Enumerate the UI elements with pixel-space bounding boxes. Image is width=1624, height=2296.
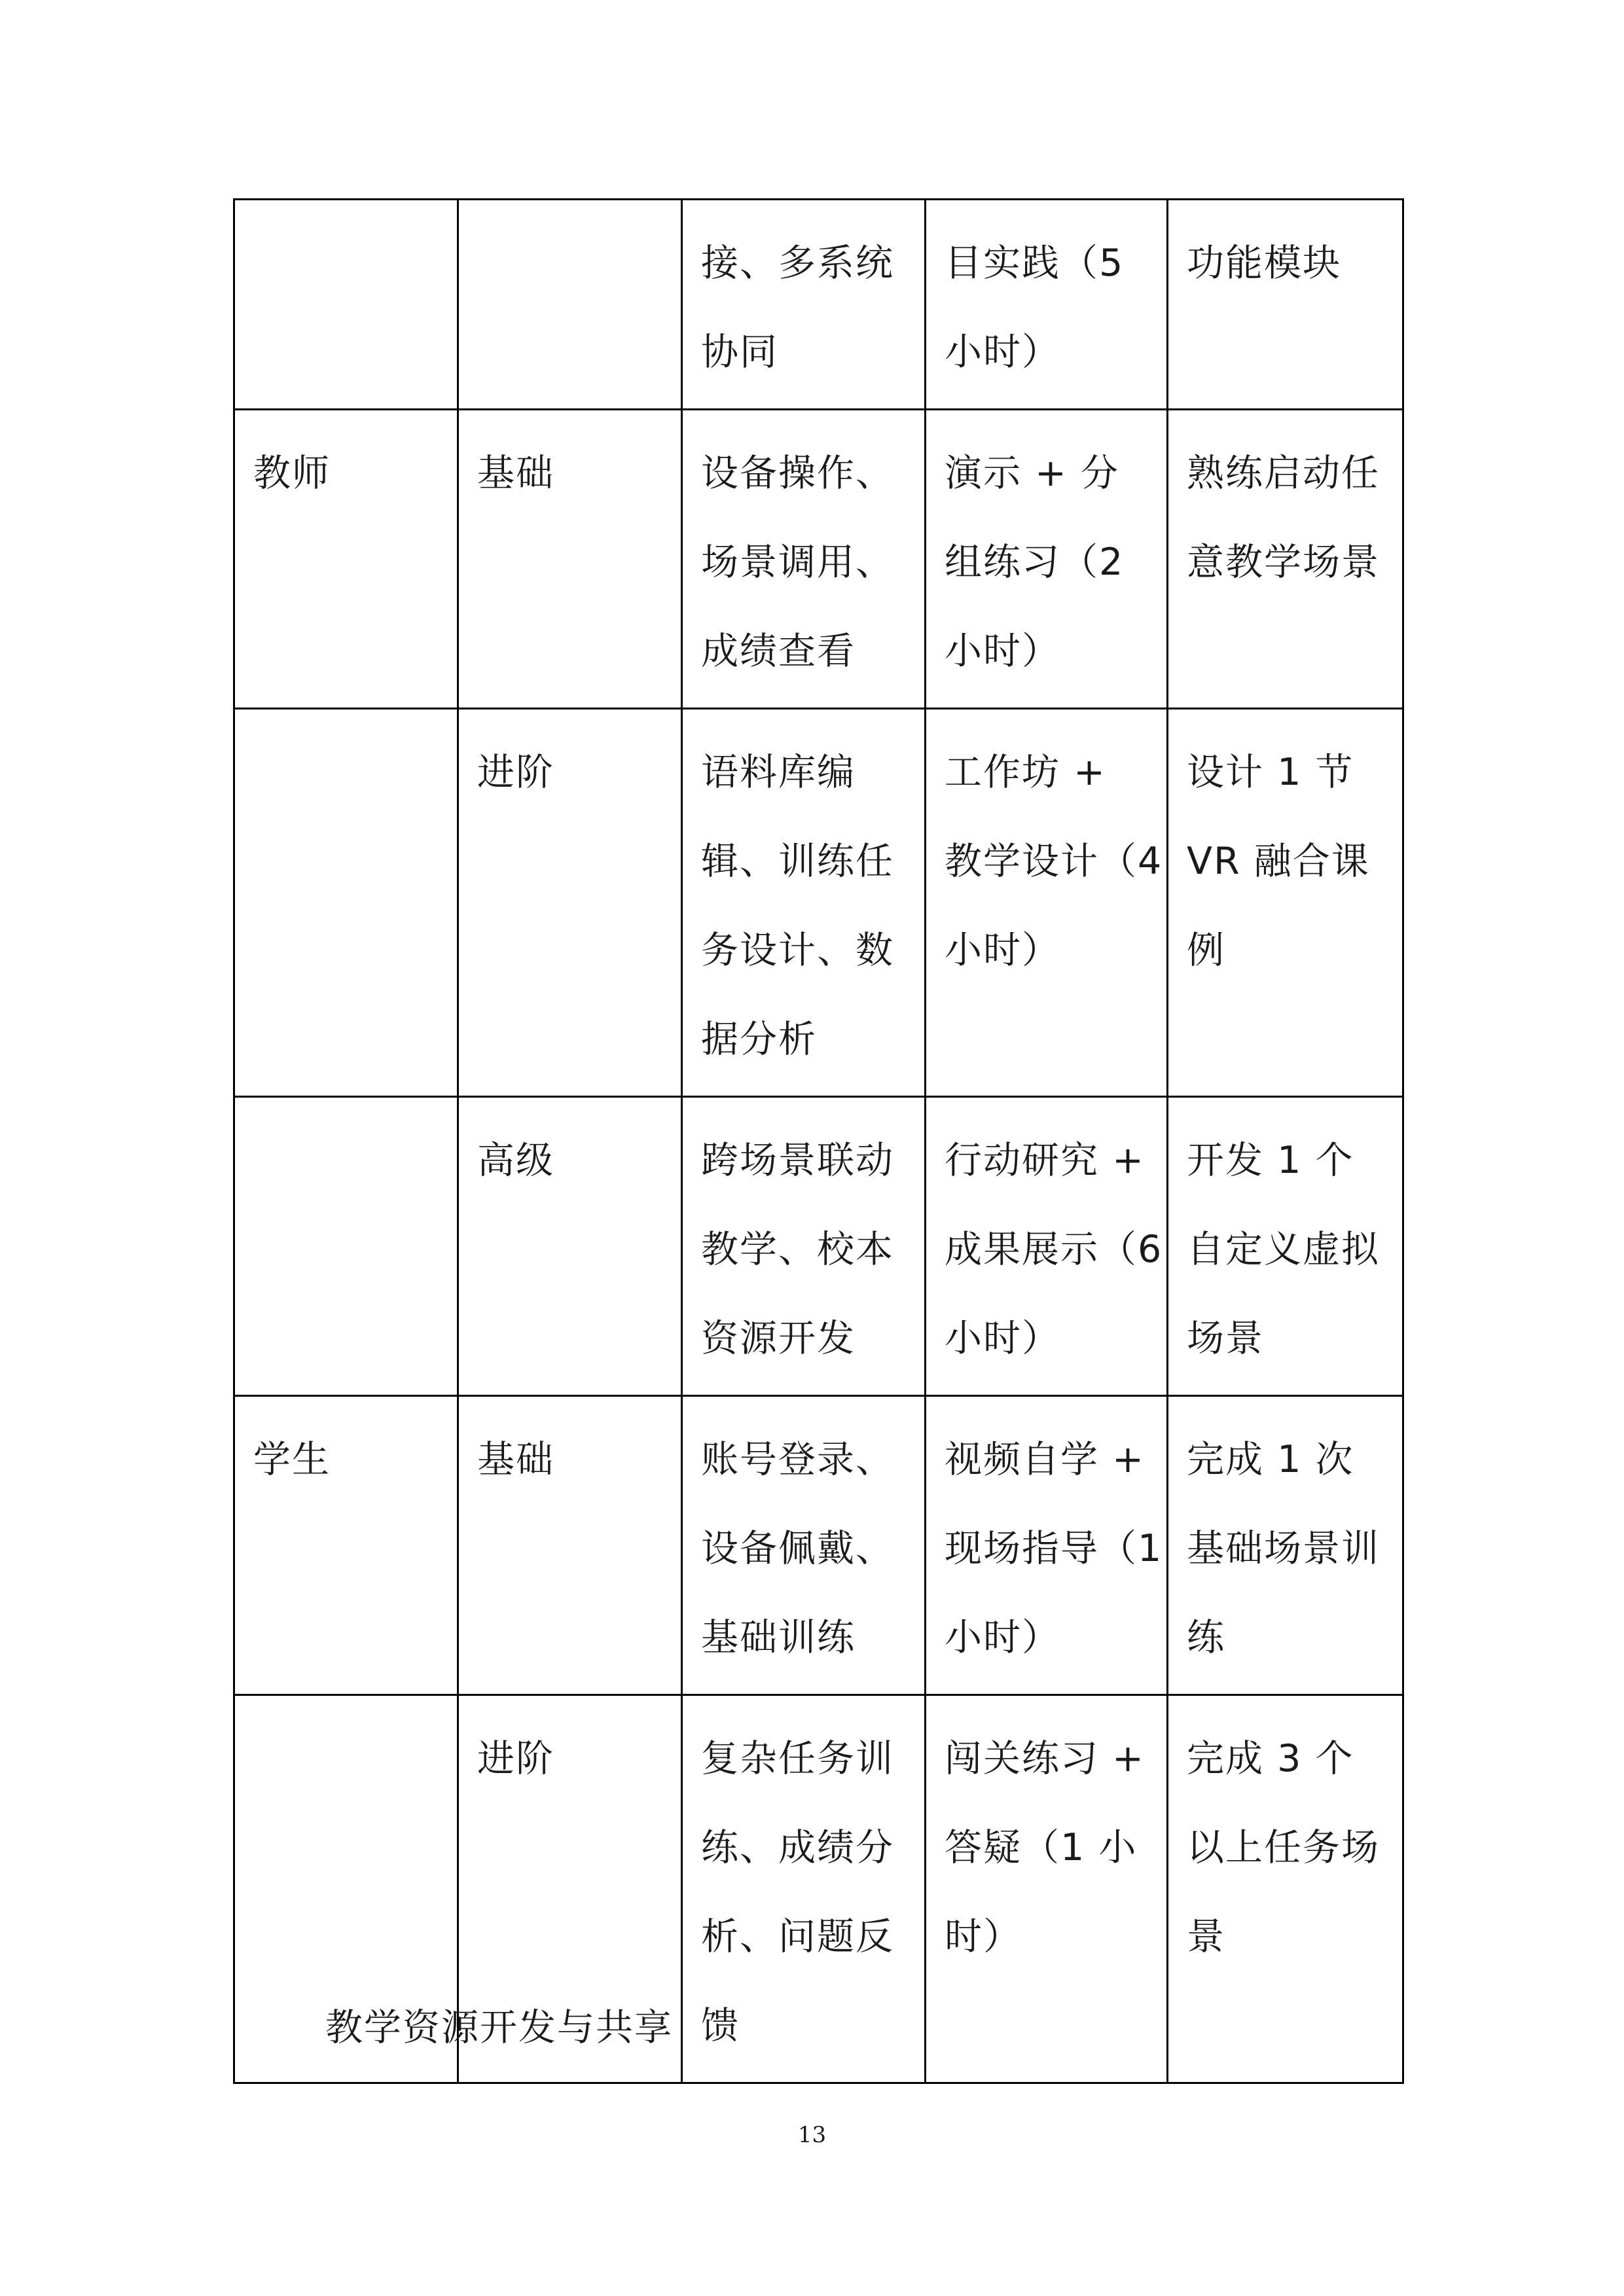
goal-cell: 功能模块 [1168, 200, 1403, 410]
level-cell: 高级 [458, 1097, 682, 1396]
method-cell: 工作坊 + 教学设计（4 小时） [926, 709, 1168, 1097]
training-plan-table [233, 198, 1404, 2084]
goal-cell: 完成 3 个 以上任务场 景 [1168, 1695, 1403, 2083]
content-cell: 复杂任务训 练、成绩分 析、问题反 馈 [682, 1695, 926, 2083]
content-cell: 接、多系统 协同 [682, 200, 926, 410]
level-cell: 基础 [458, 410, 682, 709]
level-cell [458, 200, 682, 410]
goal-cell: 完成 1 次 基础场景训 练 [1168, 1396, 1403, 1695]
table-row [234, 200, 1403, 410]
content-cell: 跨场景联动 教学、校本 资源开发 [682, 1097, 926, 1396]
method-cell: 目实践（5 小时） [926, 200, 1168, 410]
content-cell: 语料库编 辑、训练任 务设计、数 据分析 [682, 709, 926, 1097]
content-cell: 账号登录、 设备佩戴、 基础训练 [682, 1396, 926, 1695]
table-row [234, 1097, 1403, 1396]
table-row [234, 1396, 1403, 1695]
role-cell [234, 1097, 458, 1396]
method-cell: 演示 + 分 组练习（2 小时） [926, 410, 1168, 709]
table-row [234, 709, 1403, 1097]
level-cell: 进阶 [458, 709, 682, 1097]
method-cell: 行动研究 + 成果展示（6 小时） [926, 1097, 1168, 1396]
method-cell: 闯关练习 + 答疑（1 小 时） [926, 1695, 1168, 2083]
goal-cell: 开发 1 个 自定义虚拟 场景 [1168, 1097, 1403, 1396]
level-cell: 基础 [458, 1396, 682, 1695]
role-cell: 学生 [234, 1396, 458, 1695]
table-row [234, 410, 1403, 709]
method-cell: 视频自学 + 现场指导（1 小时） [926, 1396, 1168, 1695]
goal-cell: 熟练启动任 意教学场景 [1168, 410, 1403, 709]
page-number: 13 [797, 2122, 827, 2148]
role-cell [234, 709, 458, 1097]
section-heading: 教学资源开发与共享 [325, 2006, 673, 2049]
level-cell: 进阶 [458, 1695, 682, 2083]
goal-cell: 设计 1 节 VR 融合课 例 [1168, 709, 1403, 1097]
role-cell [234, 200, 458, 410]
content-cell: 设备操作、 场景调用、 成绩查看 [682, 410, 926, 709]
role-cell: 教师 [234, 410, 458, 709]
